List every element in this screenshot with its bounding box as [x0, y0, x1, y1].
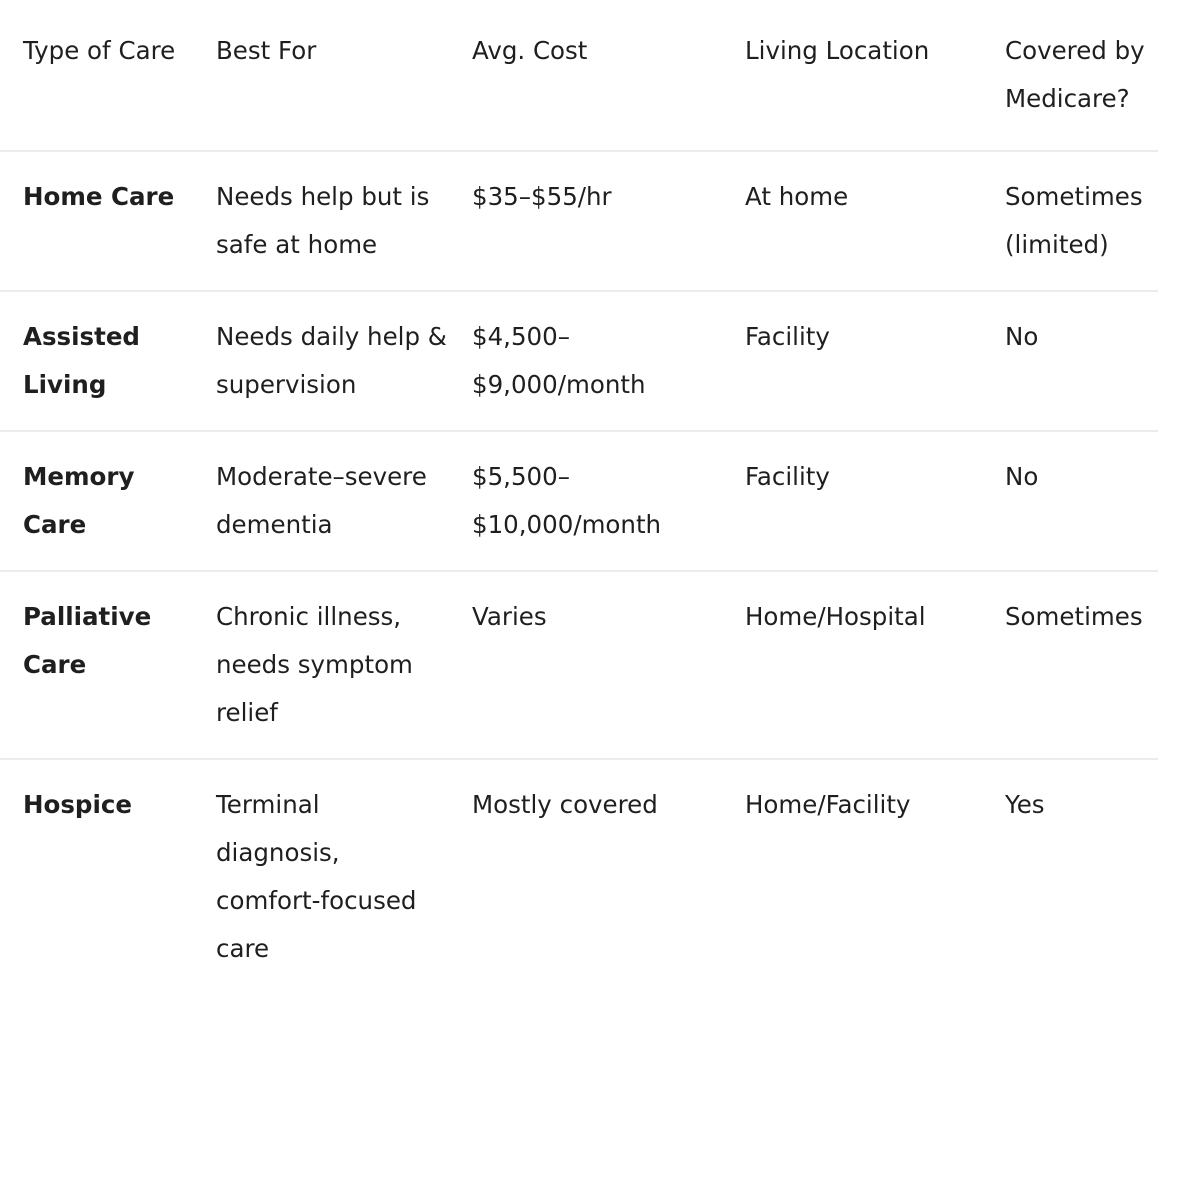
- cell-best-for: Moderate–severe dementia: [216, 462, 427, 539]
- table-row: [0, 151, 1158, 291]
- cell-avg-cost: $5,500–$10,000/month: [472, 462, 662, 539]
- cell-type: Home Care: [23, 182, 175, 211]
- cell-best-for: Chronic illness, needs symptom relief: [216, 602, 413, 727]
- cell-avg-cost: $4,500–$9,000/month: [472, 322, 646, 399]
- cell-living-location: At home: [745, 182, 849, 211]
- cell-living-location: Home/Hospital: [745, 602, 926, 631]
- cell-medicare: Sometimes: [1005, 602, 1143, 631]
- header-row: [0, 0, 1158, 151]
- table-row: [0, 431, 1158, 571]
- cell-avg-cost: Mostly covered: [472, 790, 658, 819]
- cell-type: Memory Care: [23, 462, 135, 539]
- cell-type: Palliative Care: [23, 602, 152, 679]
- cell-medicare: Sometimes (limited): [1005, 182, 1143, 259]
- cell-medicare: Yes: [1005, 790, 1045, 819]
- table-row: [0, 291, 1158, 431]
- header-living-location: Living Location: [745, 36, 930, 65]
- cell-type: Assisted Living: [23, 322, 140, 399]
- cell-best-for: Needs help but is safe at home: [216, 182, 430, 259]
- table-row: [0, 571, 1158, 759]
- cell-avg-cost: Varies: [472, 602, 547, 631]
- header-covered-by-medicare: Covered by Medicare?: [1005, 36, 1145, 113]
- cell-living-location: Facility: [745, 322, 830, 351]
- cell-type: Hospice: [23, 790, 132, 819]
- header-type-of-care: Type of Care: [23, 36, 176, 65]
- table-body: [0, 151, 1158, 1003]
- cell-medicare: No: [1005, 462, 1039, 491]
- cell-living-location: Home/Facility: [745, 790, 911, 819]
- table-header: [0, 0, 1158, 151]
- header-avg-cost: Avg. Cost: [472, 36, 588, 65]
- table-row: [0, 759, 1158, 1003]
- cell-avg-cost: $35–$55/hr: [472, 182, 612, 211]
- cell-living-location: Facility: [745, 462, 830, 491]
- cell-best-for: Terminal diagnosis, comfort-focused care: [216, 790, 417, 963]
- cell-best-for: Needs daily help & supervision: [216, 322, 447, 399]
- header-best-for: Best For: [216, 36, 317, 65]
- cell-medicare: No: [1005, 322, 1039, 351]
